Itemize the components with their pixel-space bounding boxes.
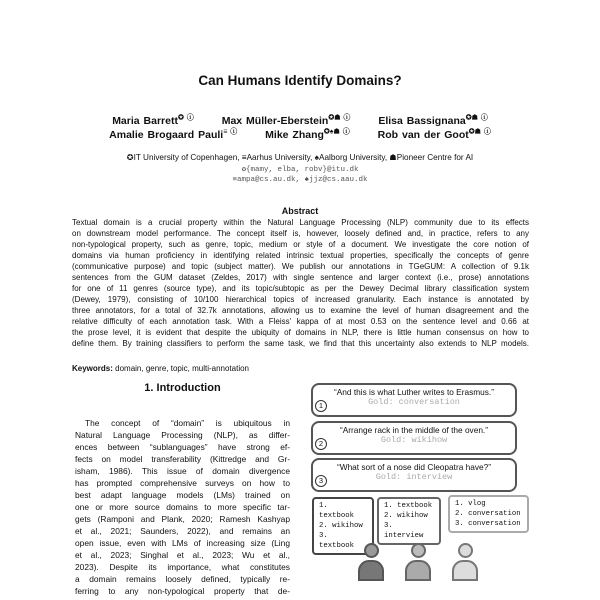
intro-line: The concept of “domain” is ubiquitous in [85,418,290,428]
intro-line: 2023). Despite its importance, what constitutes [75,562,290,572]
intro-line: a domain remains loosely defined, typically re- [75,574,290,584]
annotator-speech-bubble: 1. textbook 2. wikihow 3. interview [377,497,441,545]
example-box: 2 “Arrange rack in the middle of the oven.” Gold: wikihow [311,421,517,455]
author: Max Müller-Eberstein✪☗ ⓘ [221,114,351,127]
abstract-line: three annotators, for a total of 32.7k annotations, allowing us to examine the level of human disagreement and the [72,306,529,315]
annotator-person-icon [405,543,431,583]
annotator-speech-bubble: 1. vlog 2. conversation 3. conversation [448,495,529,533]
author: Rob van der Goot✪☗ ⓘ [377,128,491,141]
annotator-person-icon [358,543,384,583]
intro-line: best adapt language models (LMs) trained on [75,490,290,500]
abstract-heading: Abstract [281,206,319,216]
paper-title: Can Humans Identify Domains? [198,73,402,88]
abstract-line: for one of 11 genres (source type), and its topic/subtopic as per the Dewey Decimal library classification system [72,284,529,293]
intro-line: has prompted comprehensive surveys on how to [75,478,290,488]
intro-line: gets (Ramponi and Plank, 2020; Ramesh Kashyap [75,514,290,524]
section-heading: 1. Introduction [144,382,221,394]
abstract-line: (communicative purpose) and topic (subject matter). We publish our annotations in TGeGUM: A collection of 9.1k [72,262,529,271]
intro-line: fects on model transferability (Kittredge and Gr- [75,454,290,464]
intro-line: ences between “sublanguages” have strong ef- [75,442,290,452]
annotator-person-icon [452,543,478,583]
intro-line: open issue, even with LMs of increasing size (Ling [75,538,290,548]
example-box: 1 “And this is what Luther writes to Erasmus.” Gold: conversation [311,383,517,417]
intro-line: ferring to any non-typological property that de- [75,586,290,596]
example-box: 3 “What sort of a nose did Cleopatra have?” Gold: interview [311,458,517,492]
abstract-line: domains via human proficiency in identifying related intrinsic textual properties, specifically the concepts of genre [72,251,529,260]
abstract-line: the prose level, it is evident that despite the ubiquity of domains in NLP, there is little human consensus on how to [72,328,529,337]
abstract-line: define them. By training classifiers to perform the same task, we find that this uncertainty also extends to NLP models. [72,339,529,348]
annotator-speech-bubble: 1. textbook 2. wikihow 3. textbook [312,497,374,555]
intro-body [75,417,290,597]
affiliations: ✪IT University of Copenhagen, ≡Aarhus University, ♠Aalborg University, ☗Pioneer Centre for AI [126,153,474,162]
abstract-line: (Dewey, 1979), consisting of 10/100 hierarchical topics of increased granularity. Each instance is annotated by [72,295,529,304]
email-line: ✪{mamy, elba, robv}@itu.dk [241,166,359,174]
abstract-line: Textual domain is a crucial property within the Natural Language Processing (NLP) community due to its effects [72,218,529,227]
author-row-1 [0,112,600,127]
abstract-line: on downstream model performance. The concept itself is, however, loosely defined and, in practice, refers to any [72,229,529,238]
abstract-line: non-typological property, such as genre, topic, medium or style of a document. We investigate the core notion of [72,240,529,249]
intro-line: et al., 2021; Saunders, 2022), and remains an [75,526,290,536]
keywords: Keywords: domain, genre, topic, multi-annotation [72,364,249,373]
intro-line: Natural Language Processing (NLP), as differ- [75,430,290,440]
author: Maria Barrett✪ ⓘ [112,114,194,127]
author-row-2 [0,126,600,141]
author: Elisa Bassignana✪☗ ⓘ [378,114,488,127]
author: Amalie Brogaard Pauli≡ ⓘ [109,128,238,141]
intro-line: isham, 1986). This issue of domain divergence [75,466,290,476]
intro-line: et al., 2023; Singhal et al., 2023; Wu et al., [75,550,290,560]
author: Mike Zhang✪♠☗ ⓘ [265,128,350,141]
abstract-line: relative difficulty of each annotation task. With a Fleiss' kappa of at most 0.53 on the sentence level and 0.66 at [72,317,529,326]
intro-line: one or more source domains to more specific tar- [75,502,290,512]
abstract-line: sentences from the GUM dataset (Zeldes, 2017) with single sentence and larger context (i.e., prose) annotations [72,273,529,282]
abstract-body [72,217,529,349]
email-line: ≡ampa@cs.au.dk, ♠jjz@cs.aau.dk [232,176,368,184]
